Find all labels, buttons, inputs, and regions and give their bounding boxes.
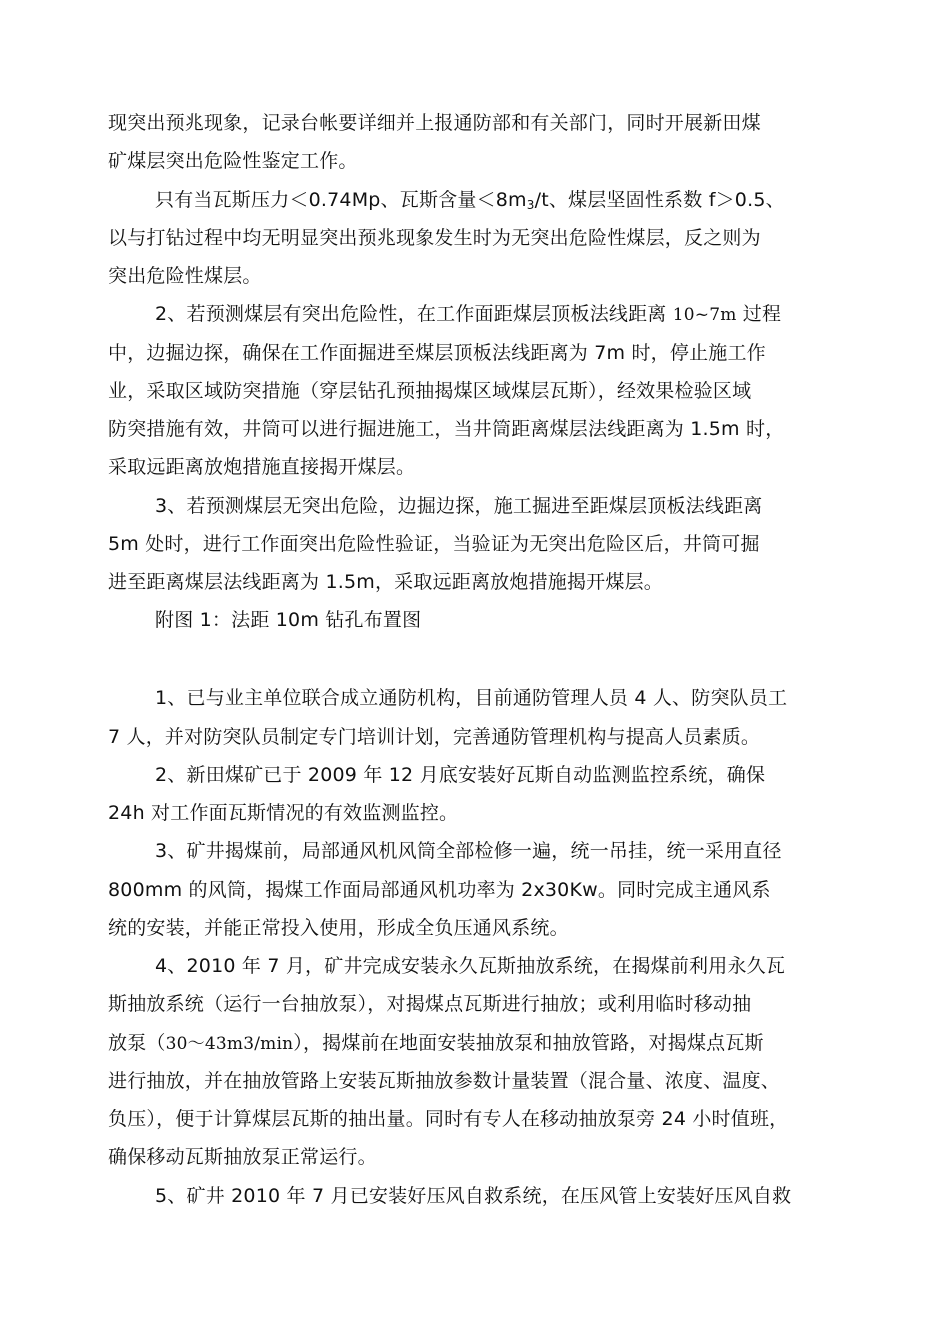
paragraph-line: 800mm 的风筒，揭煤工作面局部通风机功率为 2x30Kw。同时完成主通风系 xyxy=(108,879,771,901)
paragraph-line: 统的安装，并能正常投入使用，形成全负压通风系统。 xyxy=(108,917,569,939)
paragraph-line: 7 人，并对防突队员制定专门培训计划，完善通防管理机构与提高人员素质。 xyxy=(108,726,761,748)
figure-caption: 附图 1：法距 10m 钻孔布置图 xyxy=(155,609,422,631)
paragraph-line xyxy=(155,301,781,328)
paragraph-line: 现突出预兆现象，记录台帐要详细并上报通防部和有关部门，同时开展新田煤 xyxy=(108,112,761,134)
paragraph-line: 3、矿井揭煤前，局部通风机风筒全部检修一遍，统一吊挂，统一采用直径 xyxy=(155,840,782,862)
paragraph-line: 以与打钻过程中均无明显突出预兆现象发生时为无突出危险性煤层，反之则为 xyxy=(108,227,761,249)
paragraph-line: 斯抽放系统（运行一台抽放泵），对揭煤点瓦斯进行抽放；或利用临时移动抽 xyxy=(108,993,752,1015)
paragraph-line xyxy=(155,187,785,218)
paragraph-line: 负压），便于计算煤层瓦斯的抽出量。同时有专人在移动抽放泵旁 24 小时值班， xyxy=(108,1108,789,1130)
paragraph-line: 进至距离煤层法线距离为 1.5m，采取远距离放炮措施揭开煤层。 xyxy=(108,571,663,593)
paragraph-line: 进行抽放，并在抽放管路上安装瓦斯抽放参数计量装置（混合量、浓度、温度、 xyxy=(108,1070,781,1092)
text-run: 放泵（ xyxy=(108,1032,166,1054)
paragraph-line: 采取远距离放炮措施直接揭开煤层。 xyxy=(108,456,416,478)
paragraph-line: 1、已与业主单位联合成立通防机构，目前通防管理人员 4 人、防突队员工 xyxy=(155,687,788,709)
text-run: /t、煤层坚固性系数 f＞0.5、 xyxy=(534,189,785,211)
text-run: 过程 xyxy=(736,303,782,325)
paragraph-line: 2、新田煤矿已于 2009 年 12 月底安装好瓦斯自动监测监控系统，确保 xyxy=(155,764,766,786)
paragraph-line: 4、2010 年 7 月，矿井完成安装永久瓦斯抽放系统，在揭煤前利用永久瓦 xyxy=(155,955,786,977)
paragraph-line: 5m 处时，进行工作面突出危险性验证，当验证为无突出危险区后，井筒可掘 xyxy=(108,533,760,555)
paragraph-line: 业，采取区域防突措施（穿层钻孔预抽揭煤区域煤层瓦斯），经效果检验区域 xyxy=(108,380,752,402)
paragraph-line: 24h 对工作面瓦斯情况的有效监测监控。 xyxy=(108,802,459,824)
paragraph-line: 确保移动瓦斯抽放泵正常运行。 xyxy=(108,1146,377,1168)
paragraph-line: 5、矿井 2010 年 7 月已安装好压风自救系统，在压风管上安装好压风自救 xyxy=(155,1185,792,1207)
subscript-text: 3 xyxy=(526,198,535,212)
paragraph-line: 3、若预测煤层无突出危险，边掘边探，施工掘进至距煤层顶板法线距离 xyxy=(155,495,763,517)
text-run: ），揭煤前在地面安装抽放泵和抽放管路，对揭煤点瓦斯 xyxy=(293,1032,764,1054)
paragraph-line: 突出危险性煤层。 xyxy=(108,265,262,287)
paragraph-line xyxy=(108,1030,764,1057)
text-run: 只有当瓦斯压力＜0.74Mp、瓦斯含量＜8m xyxy=(155,189,527,211)
paragraph-line: 防突措施有效，井筒可以进行掘进施工，当井筒距离煤层法线距离为 1.5m 时， xyxy=(108,418,785,440)
text-run-serif: 10~7m xyxy=(672,305,737,325)
paragraph-line: 中，边掘边探，确保在工作面掘进至煤层顶板法线距离为 7m 时，停止施工作 xyxy=(108,342,766,364)
paragraph-line: 矿煤层突出危险性鉴定工作。 xyxy=(108,150,358,172)
text-run-serif: 30～43m3/min xyxy=(165,1034,294,1054)
text-run: 2、若预测煤层有突出危险性，在工作面距煤层顶板法线距离 xyxy=(155,303,673,325)
